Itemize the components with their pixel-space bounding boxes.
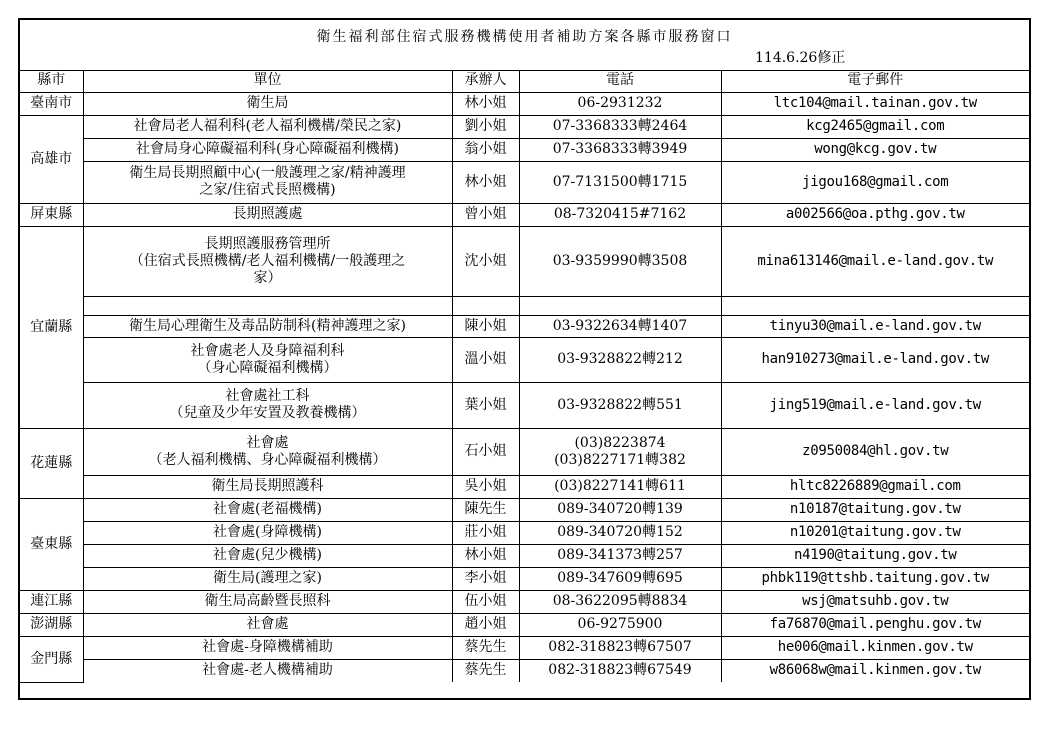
table-row (20, 203, 1029, 226)
header-phone: 電話 (519, 70, 721, 92)
contact-cell: 伍小姐 (452, 590, 519, 613)
table-row (20, 138, 1029, 161)
contact-cell: 林小姐 (452, 92, 519, 115)
contact-cell: 李小姐 (452, 567, 519, 590)
unit-cell: 社會局身心障礙福利科(身心障礙福利機構) (83, 138, 452, 161)
email-cell: w86068w@mail.kinmen.gov.tw (721, 659, 1029, 682)
phone-line: (03)8227171轉382 (554, 451, 686, 468)
email-cell: mina613146@mail.e-land.gov.tw (721, 226, 1029, 296)
unit-cell: 社會處(身障機構) (83, 521, 452, 544)
document-title: 衛生福利部住宿式服務機構使用者補助方案各縣市服務窗口 (316, 29, 733, 45)
unit-line: （老人福利機構、身心障礙福利機構） (148, 451, 387, 468)
contact-cell: 蔡先生 (452, 659, 519, 682)
table-row (20, 544, 1029, 567)
table-row (20, 226, 1029, 296)
unit-cell (83, 296, 452, 315)
email-cell: wong@kcg.gov.tw (721, 138, 1029, 161)
contact-cell: 趙小姐 (452, 613, 519, 636)
email-cell: n4190@taitung.gov.tw (721, 544, 1029, 567)
unit-cell: 社會處-老人機構補助 (83, 659, 452, 682)
county-cell: 花蓮縣 (20, 428, 83, 498)
email-cell: han910273@mail.e-land.gov.tw (721, 337, 1029, 382)
table-row (20, 115, 1029, 138)
phone-cell: (03)8227141轉611 (519, 475, 721, 498)
header-unit: 單位 (83, 70, 452, 92)
contact-cell: 溫小姐 (452, 337, 519, 382)
email-cell: n10187@taitung.gov.tw (721, 498, 1029, 521)
phone-cell: 089-340720轉152 (519, 521, 721, 544)
phone-cell: 089-340720轉139 (519, 498, 721, 521)
unit-cell: 社會處 (83, 613, 452, 636)
unit-cell: 社會處(兒少機構) (83, 544, 452, 567)
unit-cell: 社會處(老福機構) (83, 498, 452, 521)
table-row (20, 382, 1029, 428)
email-cell: jigou168@gmail.com (721, 161, 1029, 203)
email-cell: ltc104@mail.tainan.gov.tw (721, 92, 1029, 115)
unit-line: 社會處 (246, 434, 289, 451)
email-cell: kcg2465@gmail.com (721, 115, 1029, 138)
table-row (20, 636, 1029, 659)
contact-cell: 沈小姐 (452, 226, 519, 296)
header-county: 縣市 (20, 70, 83, 92)
table-row (20, 613, 1029, 636)
table-row (20, 590, 1029, 613)
county-cell: 澎湖縣 (20, 613, 83, 636)
phone-cell: 03-9359990轉3508 (519, 226, 721, 296)
county-cell: 金門縣 (20, 636, 83, 682)
county-cell: 高雄市 (20, 115, 83, 203)
phone-cell: 082-318823轉67549 (519, 659, 721, 682)
table-row (20, 498, 1029, 521)
unit-line: 衛生局長期照顧中心(一般護理之家/精神護理 (129, 165, 406, 181)
phone-cell (519, 428, 721, 475)
phone-cell: 06-9275900 (519, 613, 721, 636)
contact-cell: 翁小姐 (452, 138, 519, 161)
unit-cell: 衛生局高齡暨長照科 (83, 590, 452, 613)
unit-cell (83, 226, 452, 296)
county-cell: 臺南市 (20, 92, 83, 115)
phone-cell: 07-7131500轉1715 (519, 161, 721, 203)
unit-cell (83, 161, 452, 203)
contact-cell: 莊小姐 (452, 521, 519, 544)
unit-cell: 衛生局心理衛生及毒品防制科(精神護理之家) (83, 315, 452, 337)
header-contact: 承辦人 (452, 70, 519, 92)
phone-cell: 08-3622095轉8834 (519, 590, 721, 613)
contact-cell (452, 296, 519, 315)
email-cell: phbk119@ttshb.taitung.gov.tw (721, 567, 1029, 590)
unit-line: 社會處社工科 (225, 388, 310, 404)
county-cell: 宜蘭縣 (20, 226, 83, 428)
empty-row (20, 296, 1029, 315)
contact-cell: 蔡先生 (452, 636, 519, 659)
phone-cell: 082-318823轉67507 (519, 636, 721, 659)
revision-date: 114.6.26修正 (755, 50, 846, 66)
email-cell (721, 296, 1029, 315)
phone-cell: 08-7320415#7162 (519, 203, 721, 226)
unit-line: 長期照護服務管理所 (204, 235, 331, 252)
table-row (20, 315, 1029, 337)
table-row (20, 161, 1029, 203)
email-cell: a002566@oa.pthg.gov.tw (721, 203, 1029, 226)
county-cell: 臺東縣 (20, 498, 83, 590)
contact-cell: 石小姐 (452, 428, 519, 475)
phone-line: (03)8223874 (574, 434, 666, 451)
phone-cell: 089-341373轉257 (519, 544, 721, 567)
unit-cell (83, 382, 452, 428)
unit-cell: 長期照護處 (83, 203, 452, 226)
email-cell: he006@mail.kinmen.gov.tw (721, 636, 1029, 659)
phone-cell: 06-2931232 (519, 92, 721, 115)
table-row (20, 659, 1029, 682)
title-block (20, 20, 1029, 71)
header-email: 電子郵件 (721, 70, 1029, 92)
contact-cell: 劉小姐 (452, 115, 519, 138)
header-row (20, 70, 1029, 92)
unit-line: （住宿式長照機構/老人福利機構/一般護理之 (129, 252, 406, 269)
email-cell: tinyu30@mail.e-land.gov.tw (721, 315, 1029, 337)
contact-cell: 陳小姐 (452, 315, 519, 337)
phone-cell: 07-3368333轉2464 (519, 115, 721, 138)
phone-cell: 03-9328822轉212 (519, 337, 721, 382)
table-row (20, 567, 1029, 590)
unit-cell (83, 337, 452, 382)
unit-cell: 衛生局 (83, 92, 452, 115)
table-row (20, 428, 1029, 475)
unit-line: 家） (253, 269, 282, 286)
county-cell: 屏東縣 (20, 203, 83, 226)
contact-cell: 林小姐 (452, 161, 519, 203)
phone-cell: 07-3368333轉3949 (519, 138, 721, 161)
email-cell: fa76870@mail.penghu.gov.tw (721, 613, 1029, 636)
unit-cell: 社會局老人福利科(老人福利機構/榮民之家) (83, 115, 452, 138)
unit-line: 之家/住宿式長照機構) (199, 182, 336, 198)
contact-cell: 葉小姐 (452, 382, 519, 428)
unit-line: （身心障礙福利機構） (197, 359, 338, 376)
table-row (20, 92, 1029, 115)
contact-sheet (18, 18, 1031, 700)
contact-cell: 吳小姐 (452, 475, 519, 498)
phone-cell (519, 296, 721, 315)
email-cell: wsj@matsuhb.gov.tw (721, 590, 1029, 613)
table-row (20, 337, 1029, 382)
email-cell: hltc8226889@gmail.com (721, 475, 1029, 498)
phone-cell: 03-9322634轉1407 (519, 315, 721, 337)
contact-cell: 曾小姐 (452, 203, 519, 226)
contact-cell: 陳先生 (452, 498, 519, 521)
service-window-table (20, 70, 1029, 683)
phone-cell: 03-9328822轉551 (519, 382, 721, 428)
email-cell: z0950084@hl.gov.tw (721, 428, 1029, 475)
unit-line: （兒童及少年安置及教養機構） (169, 405, 366, 421)
unit-cell (83, 428, 452, 475)
unit-cell: 衛生局(護理之家) (83, 567, 452, 590)
county-cell: 連江縣 (20, 590, 83, 613)
table-row (20, 521, 1029, 544)
email-cell: jing519@mail.e-land.gov.tw (721, 382, 1029, 428)
contact-cell: 林小姐 (452, 544, 519, 567)
email-cell: n10201@taitung.gov.tw (721, 521, 1029, 544)
unit-cell: 衛生局長期照護科 (83, 475, 452, 498)
unit-line: 社會處老人及身障福利科 (190, 342, 345, 359)
phone-cell: 089-347609轉695 (519, 567, 721, 590)
table-row (20, 475, 1029, 498)
unit-cell: 社會處-身障機構補助 (83, 636, 452, 659)
